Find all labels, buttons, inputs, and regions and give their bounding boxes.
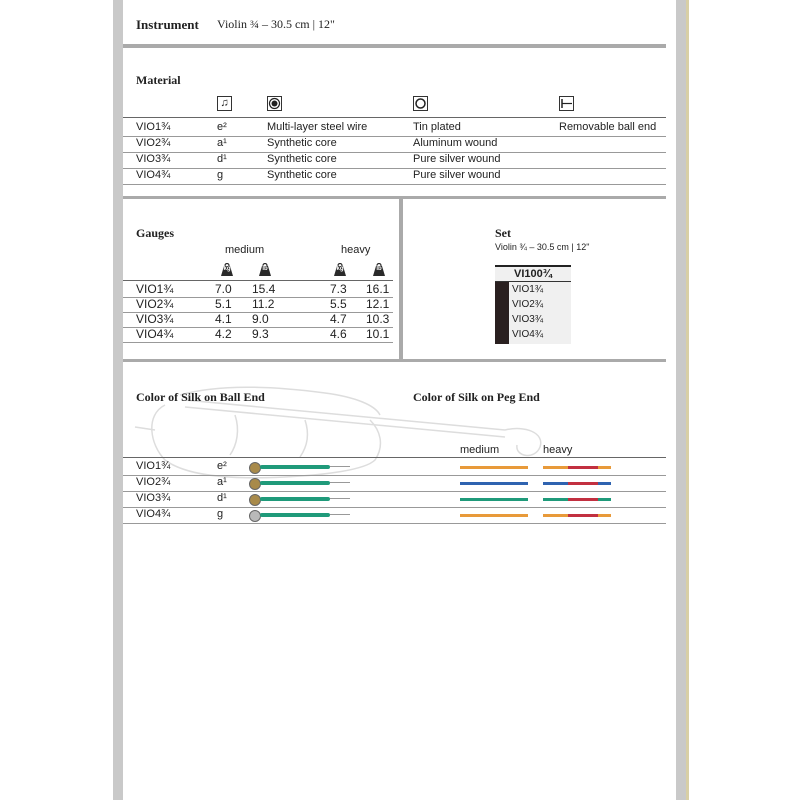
material-core: Synthetic core xyxy=(267,169,337,181)
material-title: Material xyxy=(136,73,181,87)
ball-end-icon xyxy=(249,462,261,474)
gauge-heavy-kg: 5.5 xyxy=(330,297,347,311)
silk-note: d¹ xyxy=(217,492,227,504)
table-row-divider xyxy=(123,342,393,343)
vertical-divider xyxy=(399,199,403,360)
gauge-medium-lb: 15.4 xyxy=(252,282,276,296)
material-code: VIO3¾ xyxy=(136,153,171,165)
core-icon xyxy=(267,96,282,111)
peg-heavy-accent xyxy=(568,482,598,485)
string-line xyxy=(330,466,350,467)
gauge-heavy-kg: 7.3 xyxy=(330,282,347,296)
gauge-code: VIO2¾ xyxy=(136,297,174,311)
silk-code: VIO3¾ xyxy=(136,492,171,504)
table-row-divider xyxy=(123,152,666,153)
table-row-divider xyxy=(123,507,666,508)
peg-medium-label: medium xyxy=(460,444,500,456)
gauges-title: Gauges xyxy=(136,226,175,240)
instrument-value: Violin ¾ – 30.5 cm | 12" xyxy=(217,17,335,31)
peg-heavy-accent xyxy=(568,514,598,517)
gauge-medium-kg: 5.1 xyxy=(215,297,232,311)
gauge-heavy-lb: 16.1 xyxy=(366,282,390,296)
material-winding: Tin plated xyxy=(413,121,461,133)
set-item: VIO3¾ xyxy=(512,314,544,325)
material-note: e² xyxy=(217,121,227,133)
material-winding: Aluminum wound xyxy=(413,137,498,149)
weight-lb-label: lb xyxy=(376,266,382,272)
material-winding: Pure silver wound xyxy=(413,169,501,181)
gauge-medium-lb: 9.3 xyxy=(252,327,269,341)
table-row-divider xyxy=(123,475,666,476)
silk-note: a¹ xyxy=(217,476,227,488)
divider xyxy=(123,359,666,362)
ball-silk-swatch xyxy=(260,497,330,501)
set-item: VIO1¾ xyxy=(512,284,544,295)
material-core: Synthetic core xyxy=(267,153,337,165)
ball-end-icon xyxy=(559,96,574,111)
divider xyxy=(123,196,666,199)
silk-note: g xyxy=(217,508,224,520)
material-winding: Pure silver wound xyxy=(413,153,501,165)
ball-silk-swatch xyxy=(260,481,330,485)
peg-medium-swatch xyxy=(460,514,528,517)
weight-kg-label: kg xyxy=(223,266,231,272)
instrument-label: Instrument xyxy=(136,17,199,32)
gauge-heavy-kg: 4.7 xyxy=(330,312,347,326)
material-core: Multi-layer steel wire xyxy=(267,121,368,133)
set-item: VIO2¾ xyxy=(512,299,544,310)
peg-medium-swatch xyxy=(460,482,528,485)
string-line xyxy=(330,482,350,483)
peg-heavy-label: heavy xyxy=(543,444,573,456)
gauge-medium-lb: 11.2 xyxy=(252,297,275,311)
material-note: a¹ xyxy=(217,137,227,149)
page-frame-accent xyxy=(686,0,689,800)
gauge-heavy-lb: 12.1 xyxy=(366,297,390,311)
ball-silk-swatch xyxy=(260,513,330,517)
gauge-medium-kg: 7.0 xyxy=(215,282,232,296)
peg-heavy-accent xyxy=(568,466,598,469)
weight-lb-label: lb xyxy=(262,266,268,272)
weight-kg-label: kg xyxy=(336,266,344,272)
gauge-heavy-lb: 10.1 xyxy=(366,327,390,341)
ball-silk-title: Color of Silk on Ball End xyxy=(136,390,265,404)
gauge-code: VIO4¾ xyxy=(136,327,174,341)
peg-silk-title: Color of Silk on Peg End xyxy=(413,390,540,404)
peg-medium-swatch xyxy=(460,466,528,469)
set-code: VI100¾ xyxy=(495,267,571,282)
material-code: VIO4¾ xyxy=(136,169,171,181)
gauge-medium-lb: 9.0 xyxy=(252,312,269,326)
gauge-heavy-kg: 4.6 xyxy=(330,327,347,341)
gauge-code: VIO3¾ xyxy=(136,312,174,326)
silk-code: VIO2¾ xyxy=(136,476,171,488)
table-row-divider xyxy=(123,136,666,137)
ball-silk-swatch xyxy=(260,465,330,469)
note-icon: ♫ xyxy=(217,96,232,111)
peg-heavy-accent xyxy=(568,498,598,501)
table-row-divider xyxy=(123,491,666,492)
page-frame-left xyxy=(113,0,123,800)
material-note: g xyxy=(217,169,224,181)
table-row-divider xyxy=(123,184,666,185)
divider xyxy=(123,280,393,281)
ball-end-icon xyxy=(249,494,261,506)
table-row-divider xyxy=(123,168,666,169)
peg-medium-swatch xyxy=(460,498,528,501)
ball-end-icon xyxy=(249,510,261,522)
gauge-medium-kg: 4.1 xyxy=(215,312,232,326)
silk-code: VIO1¾ xyxy=(136,460,171,472)
gauge-heavy-lb: 10.3 xyxy=(366,312,390,326)
gauge-medium-kg: 4.2 xyxy=(215,327,232,341)
set-subtitle: Violin ¾ – 30.5 cm | 12" xyxy=(495,242,590,252)
silk-code: VIO4¾ xyxy=(136,508,171,520)
divider xyxy=(123,457,666,458)
string-line xyxy=(330,498,350,499)
material-core: Synthetic core xyxy=(267,137,337,149)
material-code: VIO1¾ xyxy=(136,121,171,133)
gauges-heavy-label: heavy xyxy=(341,244,371,256)
material-code: VIO2¾ xyxy=(136,137,171,149)
material-note: d¹ xyxy=(217,153,227,165)
ball-end-icon xyxy=(249,478,261,490)
winding-icon xyxy=(413,96,428,111)
set-color-bar xyxy=(495,282,509,344)
gauges-medium-label: medium xyxy=(225,244,265,256)
silk-note: e² xyxy=(217,460,227,472)
page-frame-right xyxy=(676,0,686,800)
gauge-code: VIO1¾ xyxy=(136,282,174,296)
set-item: VIO4¾ xyxy=(512,329,544,340)
string-line xyxy=(330,514,350,515)
divider xyxy=(123,44,666,48)
set-title: Set xyxy=(495,226,511,240)
material-end: Removable ball end xyxy=(559,121,657,133)
table-row-divider xyxy=(123,523,666,524)
divider xyxy=(123,117,666,118)
